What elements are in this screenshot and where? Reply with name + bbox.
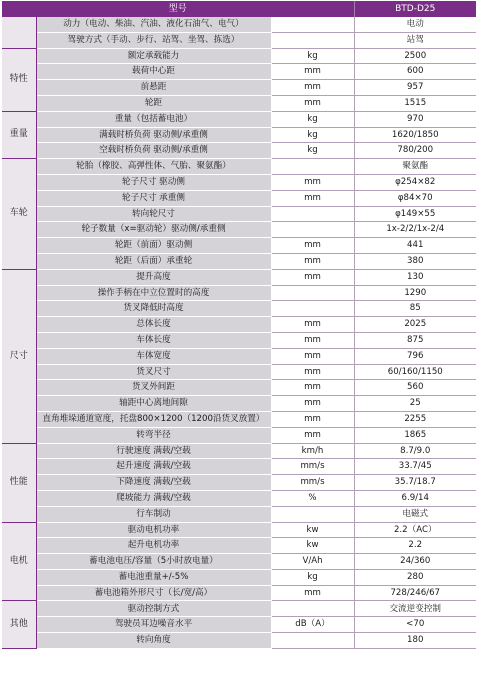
spec-row — [2, 159, 476, 175]
spec-unit — [271, 285, 354, 301]
spec-row — [2, 80, 476, 96]
model-name: BTD-D25 — [354, 1, 476, 17]
spec-row — [2, 538, 476, 554]
spec-unit: mm/s — [271, 475, 354, 491]
spec-unit: mm — [271, 348, 354, 364]
spec-unit: mm — [271, 95, 354, 111]
spec-value: φ84×70 — [354, 190, 476, 206]
spec-item: 轮子尺寸 驱动侧 — [36, 174, 271, 190]
spec-unit: kg — [271, 127, 354, 143]
spec-row — [2, 95, 476, 111]
spec-unit — [271, 601, 354, 617]
spec-unit: mm — [271, 174, 354, 190]
spec-unit: mm — [271, 253, 354, 269]
spec-unit — [271, 17, 354, 32]
spec-item: 额定承载能力 — [36, 48, 271, 64]
spec-unit: % — [271, 490, 354, 506]
spec-row — [2, 569, 476, 585]
spec-unit: mm — [271, 238, 354, 254]
spec-value: 85 — [354, 301, 476, 317]
spec-value: 1290 — [354, 285, 476, 301]
spec-unit: V/Ah — [271, 554, 354, 570]
spec-row — [2, 459, 476, 475]
spec-value: 2500 — [354, 48, 476, 64]
spec-unit: kw — [271, 538, 354, 554]
spec-row — [2, 285, 476, 301]
spec-value: 35.7/18.7 — [354, 475, 476, 491]
spec-item: 驾驶方式（手动、步行、站驾、坐驾、拣选） — [36, 32, 271, 48]
spec-item: 前悬距 — [36, 80, 271, 96]
spec-item: 行车制动 — [36, 506, 271, 522]
spec-value: 728/246/67 — [354, 585, 476, 601]
spec-value: 957 — [354, 80, 476, 96]
section-label — [2, 17, 36, 48]
spec-row — [2, 396, 476, 412]
spec-row — [2, 443, 476, 459]
spec-unit: dB（A） — [271, 617, 354, 633]
spec-value: 2255 — [354, 411, 476, 427]
spec-value: φ254×82 — [354, 174, 476, 190]
spec-row — [2, 238, 476, 254]
spec-item: 下降速度 满载/空载 — [36, 475, 271, 491]
model-label: 型号 — [2, 1, 354, 17]
spec-unit: mm — [271, 80, 354, 96]
spec-item: 起升速度 满载/空载 — [36, 459, 271, 475]
spec-unit: mm — [271, 585, 354, 601]
spec-row — [2, 253, 476, 269]
spec-item: 空载时桥负荷 驱动侧/承重侧 — [36, 143, 271, 159]
spec-unit: kg — [271, 569, 354, 585]
spec-item: 蓄电池电压/容量（5小时放电量） — [36, 554, 271, 570]
spec-value: 380 — [354, 253, 476, 269]
spec-table-body — [2, 1, 476, 648]
spec-row — [2, 143, 476, 159]
spec-value: 60/160/1150 — [354, 364, 476, 380]
spec-row — [2, 17, 476, 32]
spec-unit: mm — [271, 380, 354, 396]
spec-row — [2, 206, 476, 222]
spec-item: 操作手柄在中立位置时的高度 — [36, 285, 271, 301]
spec-row — [2, 585, 476, 601]
spec-table — [2, 1, 476, 649]
spec-item: 轮距（后面）承重轮 — [36, 253, 271, 269]
spec-item: 驱动控制方式 — [36, 601, 271, 617]
spec-value: 24/360 — [354, 554, 476, 570]
section-label: 尺寸 — [2, 269, 36, 443]
spec-value: 560 — [354, 380, 476, 396]
spec-item: 动力（电动、柴油、汽油、液化石油气、电气） — [36, 17, 271, 32]
spec-item: 重量（包括蓄电池） — [36, 111, 271, 127]
spec-value: 电磁式 — [354, 506, 476, 522]
spec-unit: mm — [271, 396, 354, 412]
section-label: 其他 — [2, 601, 36, 648]
spec-item: 车体长度 — [36, 332, 271, 348]
spec-item: 轮子尺寸 承重侧 — [36, 190, 271, 206]
spec-row — [2, 633, 476, 649]
spec-unit: mm — [271, 332, 354, 348]
section-label: 车轮 — [2, 159, 36, 270]
spec-unit — [271, 159, 354, 175]
spec-row — [2, 380, 476, 396]
spec-value: 电动 — [354, 17, 476, 32]
spec-unit: mm — [271, 64, 354, 80]
spec-unit: kg — [271, 143, 354, 159]
spec-value: 875 — [354, 332, 476, 348]
spec-unit — [271, 32, 354, 48]
spec-row — [2, 364, 476, 380]
spec-value: 970 — [354, 111, 476, 127]
spec-item: 车体宽度 — [36, 348, 271, 364]
spec-item: 轮子数量（x=驱动轮）驱动侧/承重侧 — [36, 222, 271, 238]
spec-unit: mm — [271, 427, 354, 443]
spec-value: 280 — [354, 569, 476, 585]
spec-row — [2, 601, 476, 617]
spec-row — [2, 301, 476, 317]
spec-row — [2, 522, 476, 538]
spec-item: 货叉降低时高度 — [36, 301, 271, 317]
spec-item: 蓄电池箱外形尺寸（长/宽/高） — [36, 585, 271, 601]
spec-value: 2025 — [354, 317, 476, 333]
spec-item: 载荷中心距 — [36, 64, 271, 80]
spec-unit: mm — [271, 317, 354, 333]
spec-value: 180 — [354, 633, 476, 649]
spec-value: 1865 — [354, 427, 476, 443]
spec-unit — [271, 633, 354, 649]
spec-row — [2, 64, 476, 80]
spec-value: 1515 — [354, 95, 476, 111]
spec-unit: kg — [271, 48, 354, 64]
spec-item: 满载时桥负荷 驱动侧/承重侧 — [36, 127, 271, 143]
spec-value: 2.2 — [354, 538, 476, 554]
spec-unit: mm — [271, 269, 354, 285]
spec-unit — [271, 222, 354, 238]
spec-row — [2, 317, 476, 333]
section-label: 电机 — [2, 522, 36, 601]
spec-item: 转弯半径 — [36, 427, 271, 443]
spec-value: 交流逆变控制 — [354, 601, 476, 617]
spec-item: 轮距（前面）驱动侧 — [36, 238, 271, 254]
spec-value: 1620/1850 — [354, 127, 476, 143]
spec-unit — [271, 206, 354, 222]
spec-item: 转向角度 — [36, 633, 271, 649]
spec-value: 聚氨酯 — [354, 159, 476, 175]
spec-row — [2, 490, 476, 506]
spec-row — [2, 411, 476, 427]
spec-item: 起升电机功率 — [36, 538, 271, 554]
spec-row — [2, 222, 476, 238]
spec-item: 直角堆垛通道宽度，托盘800×1200（1200沿货叉放置） — [36, 411, 271, 427]
spec-row — [2, 348, 476, 364]
spec-unit: mm — [271, 411, 354, 427]
spec-unit: mm — [271, 190, 354, 206]
spec-value: <70 — [354, 617, 476, 633]
spec-row — [2, 48, 476, 64]
spec-value: 796 — [354, 348, 476, 364]
spec-item: 轮胎（橡胶、高弹性体、气胎、聚氨酯） — [36, 159, 271, 175]
spec-row — [2, 111, 476, 127]
spec-value: 600 — [354, 64, 476, 80]
spec-row — [2, 332, 476, 348]
spec-value: 8.7/9.0 — [354, 443, 476, 459]
spec-row — [2, 554, 476, 570]
spec-row — [2, 32, 476, 48]
spec-item: 轮距 — [36, 95, 271, 111]
spec-row — [2, 127, 476, 143]
spec-unit: kg — [271, 111, 354, 127]
spec-item: 爬坡能力 满载/空载 — [36, 490, 271, 506]
spec-item: 货叉外间距 — [36, 380, 271, 396]
spec-item: 总体长度 — [36, 317, 271, 333]
spec-row — [2, 174, 476, 190]
spec-value: 130 — [354, 269, 476, 285]
spec-row — [2, 475, 476, 491]
spec-row — [2, 617, 476, 633]
spec-unit: mm — [271, 364, 354, 380]
spec-item: 驱动电机功率 — [36, 522, 271, 538]
spec-value: 441 — [354, 238, 476, 254]
spec-value: 6.9/14 — [354, 490, 476, 506]
spec-value: 1x-2/2/1x-2/4 — [354, 222, 476, 238]
spec-item: 轴距中心离地间隙 — [36, 396, 271, 412]
spec-value: 25 — [354, 396, 476, 412]
spec-value: 站驾 — [354, 32, 476, 48]
spec-value: φ149×55 — [354, 206, 476, 222]
spec-unit: km/h — [271, 443, 354, 459]
spec-unit — [271, 506, 354, 522]
spec-item: 驾驶员耳边噪音水平 — [36, 617, 271, 633]
spec-row — [2, 190, 476, 206]
spec-value: 2.2（AC） — [354, 522, 476, 538]
spec-item: 提升高度 — [36, 269, 271, 285]
spec-row — [2, 427, 476, 443]
spec-item: 蓄电池重量+/-5% — [36, 569, 271, 585]
section-label: 重量 — [2, 111, 36, 158]
spec-item: 行驶速度 满载/空载 — [36, 443, 271, 459]
spec-row — [2, 269, 476, 285]
spec-unit: kw — [271, 522, 354, 538]
spec-unit: mm/s — [271, 459, 354, 475]
spec-value: 780/200 — [354, 143, 476, 159]
section-label: 特性 — [2, 48, 36, 111]
spec-item: 转向轮尺寸 — [36, 206, 271, 222]
spec-item: 货叉尺寸 — [36, 364, 271, 380]
spec-row — [2, 506, 476, 522]
section-label: 性能 — [2, 443, 36, 522]
spec-value: 33.7/45 — [354, 459, 476, 475]
spec-unit — [271, 301, 354, 317]
header-row — [2, 1, 476, 17]
